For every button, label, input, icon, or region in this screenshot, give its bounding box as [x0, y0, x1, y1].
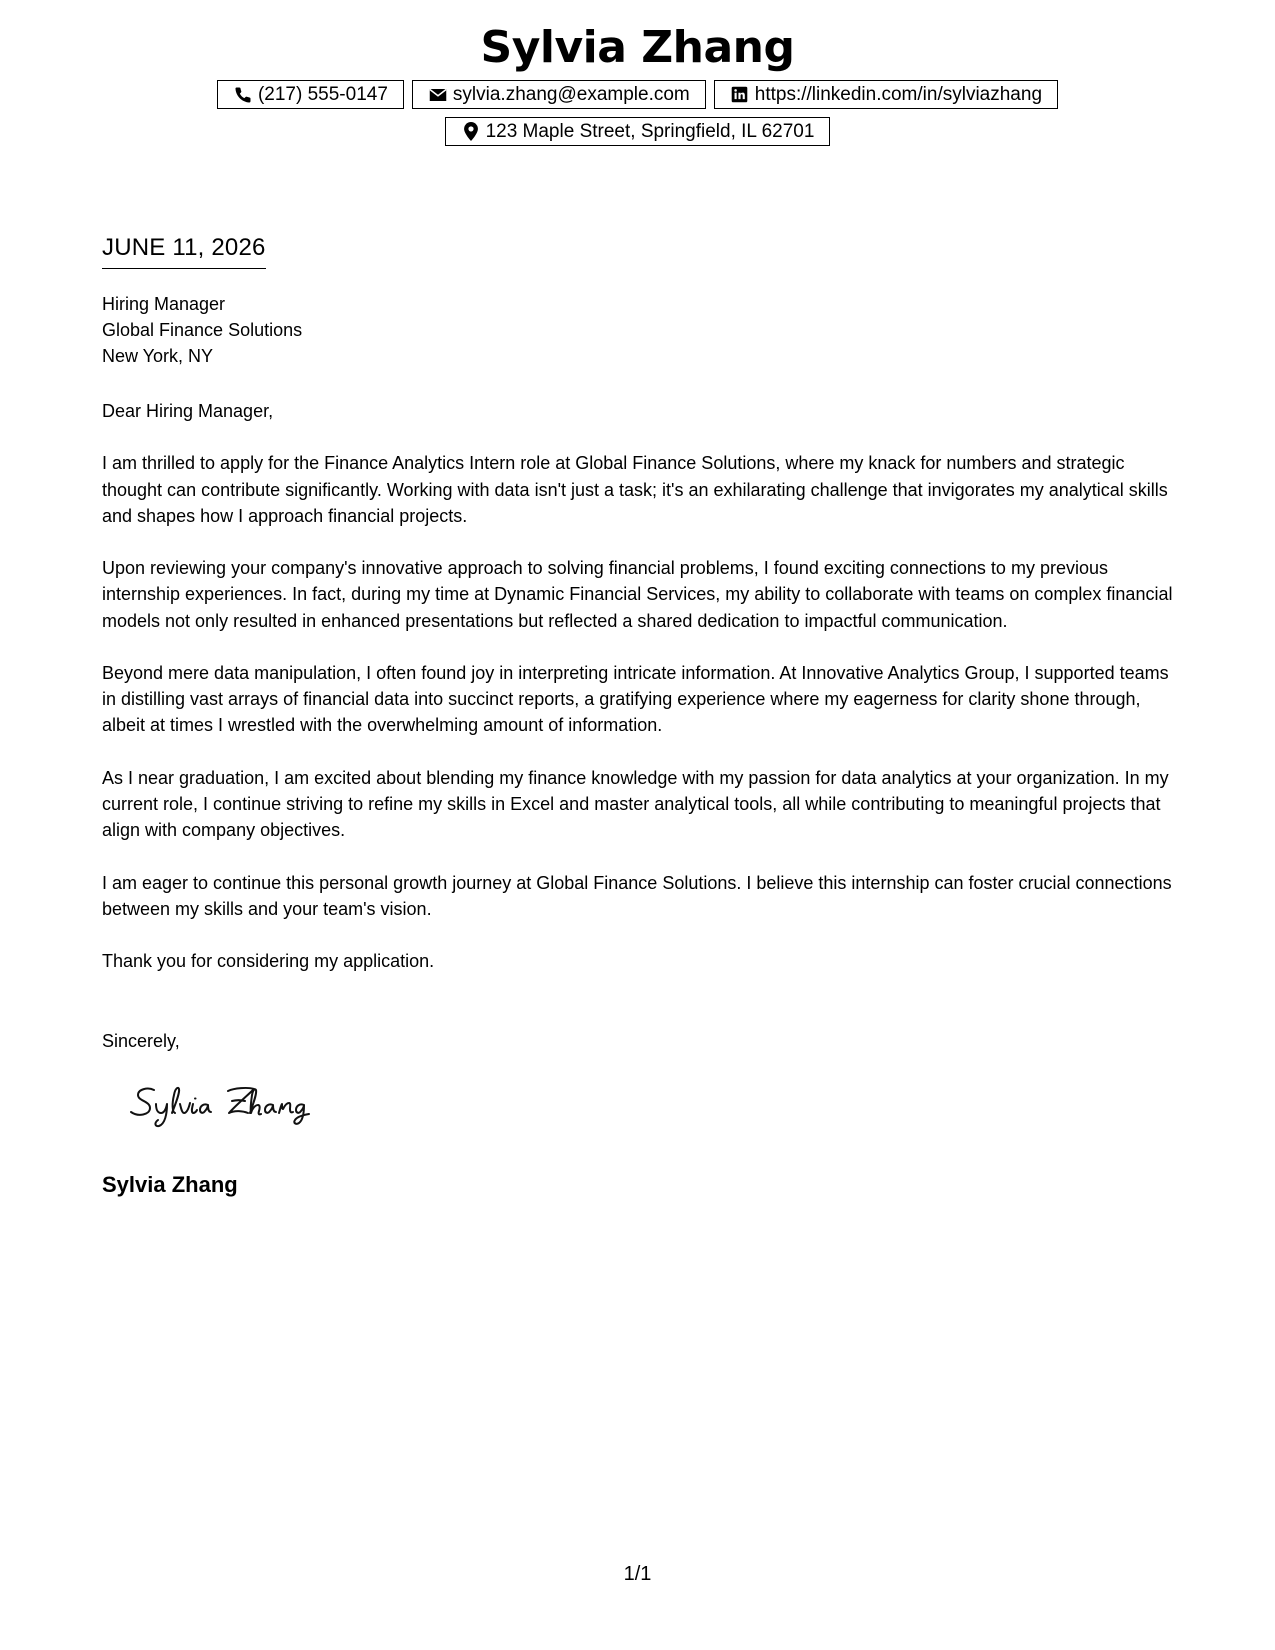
phone-icon — [233, 85, 253, 105]
page-number: 1/1 — [623, 1563, 652, 1585]
letter-body — [102, 398, 1182, 1001]
address-bar — [0, 117, 1275, 146]
address-text: 123 Maple Street, Springfield, IL 62701 — [485, 120, 815, 142]
email-contact[interactable] — [412, 80, 706, 109]
handwritten-signature — [128, 1082, 338, 1132]
recipient-title: Hiring Manager — [102, 294, 226, 314]
address-contact — [445, 117, 831, 146]
map-marker-icon — [461, 122, 481, 142]
body-paragraph: I am eager to continue this personal growth journey at Global Finance Solutions. I believe this internship can foster crucial connections between my skills and your team's vision. — [102, 872, 1172, 919]
linkedin-icon — [730, 85, 750, 105]
phone-text: (217) 555-0147 — [257, 83, 388, 105]
phone-contact — [217, 80, 404, 109]
letter-date: JUNE 11, 2026 — [102, 232, 266, 269]
salutation: Dear Hiring Manager, — [102, 401, 274, 421]
body-paragraph: As I near graduation, I am excited about blending my finance knowledge with my passion for data analytics at your organization. In my current role, I continue striving to refine my skills in Excel and master analytical tools, all while contributing to meaningful projects that align with company objectives. — [102, 767, 1169, 841]
body-paragraph: Beyond mere data manipulation, I often found joy in interpreting intricate information. At Innovative Analytics Group, I supported teams in distilling vast arrays of financial data into succinct reports, a gratifying experience where my eagerness for clarity shone through, albeit at times I wrestled with the overwhelming amount of information. — [102, 662, 1169, 736]
email-text: sylvia.zhang@example.com — [452, 83, 690, 105]
linkedin-text: https://linkedin.com/in/sylviazhang — [754, 83, 1043, 105]
recipient-location: New York, NY — [102, 346, 214, 366]
contact-bar — [0, 80, 1275, 109]
signer-name: Sylvia Zhang — [102, 1172, 238, 1197]
closing-line: Sincerely, — [102, 1031, 180, 1051]
envelope-icon — [428, 85, 448, 105]
body-paragraph: I am thrilled to apply for the Finance Analytics Intern role at Global Finance Solutions, where my knack for numbers and strategic thought can contribute significantly. Working with data isn't just a task; it's an exhilarating challenge that invigorates my analytical skills and shapes how I approach financial projects. — [102, 453, 1168, 526]
applicant-name-heading: Sylvia Zhang — [480, 22, 795, 73]
linkedin-contact[interactable] — [714, 80, 1058, 109]
thank-you-line: Thank you for considering my application. — [102, 951, 435, 972]
body-paragraph: Upon reviewing your company's innovative approach to solving financial problems, I found exciting connections to my previous internship experiences. In fact, during my time at Dynamic Financial Services, my ability to collaborate with teams on complex financial models not only resulted in enhanced presentations but reflected a shared dedication to impactful communication. — [102, 558, 1173, 631]
recipient-company: Global Finance Solutions — [102, 320, 303, 340]
recipient-block — [102, 291, 302, 369]
